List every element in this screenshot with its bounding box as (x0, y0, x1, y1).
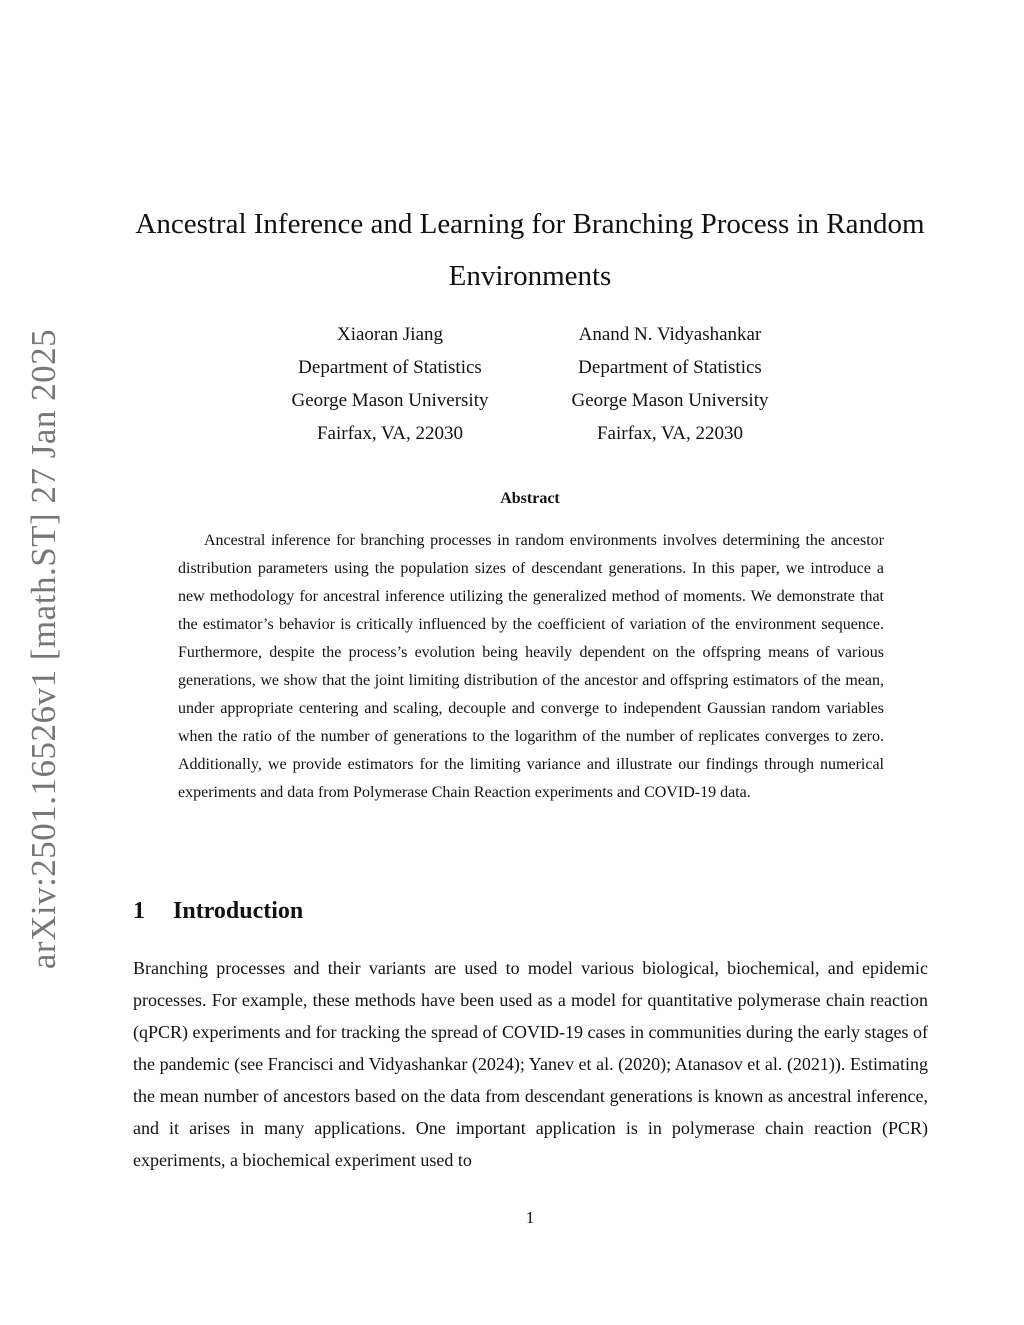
author-name: Anand N. Vidyashankar (578, 324, 762, 345)
author-university: George Mason University (291, 390, 489, 411)
author-university: George Mason University (571, 390, 769, 411)
author-block-1 (250, 318, 530, 450)
section-number: 1 (133, 898, 145, 924)
author-department: Department of Statistics (578, 357, 762, 378)
arxiv-identifier-stamp (24, 328, 64, 970)
abstract-heading: Abstract (500, 490, 560, 507)
arxiv-identifier-text: arXiv:2501.16526v1 [math.ST] 27 Jan 2025 (24, 328, 63, 970)
section-title: Introduction (173, 898, 304, 924)
introduction-paragraph: Branching processes and their variants are used to model various biological, biochemical, and epidemic processes. For example, these methods have been used as a model for quantitative polymerase chain reaction (qPCR) experiments and for tracking the spread of COVID-19 cases in communities during the early stages of the pandemic (see Francisci and Vidyashankar (2024); Yanev et al. (2020); Atanasov et al. (2021)). Estimating the mean number of ancestors based on the data from descendant generations is known as ancestral inference, and it arises in many applications. One important application is in polymerase chain reaction (PCR) experiments, a biochemical experiment used to (133, 958, 928, 1170)
author-address: Fairfax, VA, 22030 (596, 423, 744, 444)
author-name: Xiaoran Jiang (336, 324, 444, 345)
author-department: Department of Statistics (298, 357, 482, 378)
page-number: 1 (525, 1208, 535, 1227)
author-block-2 (530, 318, 810, 450)
section-heading-introduction (133, 898, 303, 925)
author-address: Fairfax, VA, 22030 (316, 423, 464, 444)
paper-title: Ancestral Inference and Learning for Branching Process in Random Environments (135, 208, 925, 292)
abstract-text: Ancestral inference for branching processes in random environments involves determining the ancestor distribution parameters using the population sizes of descendant generations. In this paper, we introduce a new methodology for ancestral inference utilizing the generalized method of moments. We demonstrate that the estimator’s behavior is critically influenced by the coefficient of variation of the environment sequence. Furthermore, despite the process’s evolution being heavily dependent on the offspring means of various generations, we show that the joint limiting distribution of the ancestor and offspring estimators of the mean, under appropriate centering and scaling, decouple and converge to independent Gaussian random variables when the ratio of the number of generations to the logarithm of the number of replicates converges to zero. Additionally, we provide estimators for the limiting variance and illustrate our findings through numerical experiments and data from Polymerase Chain Reaction experiments and COVID-19 data. (178, 532, 884, 801)
